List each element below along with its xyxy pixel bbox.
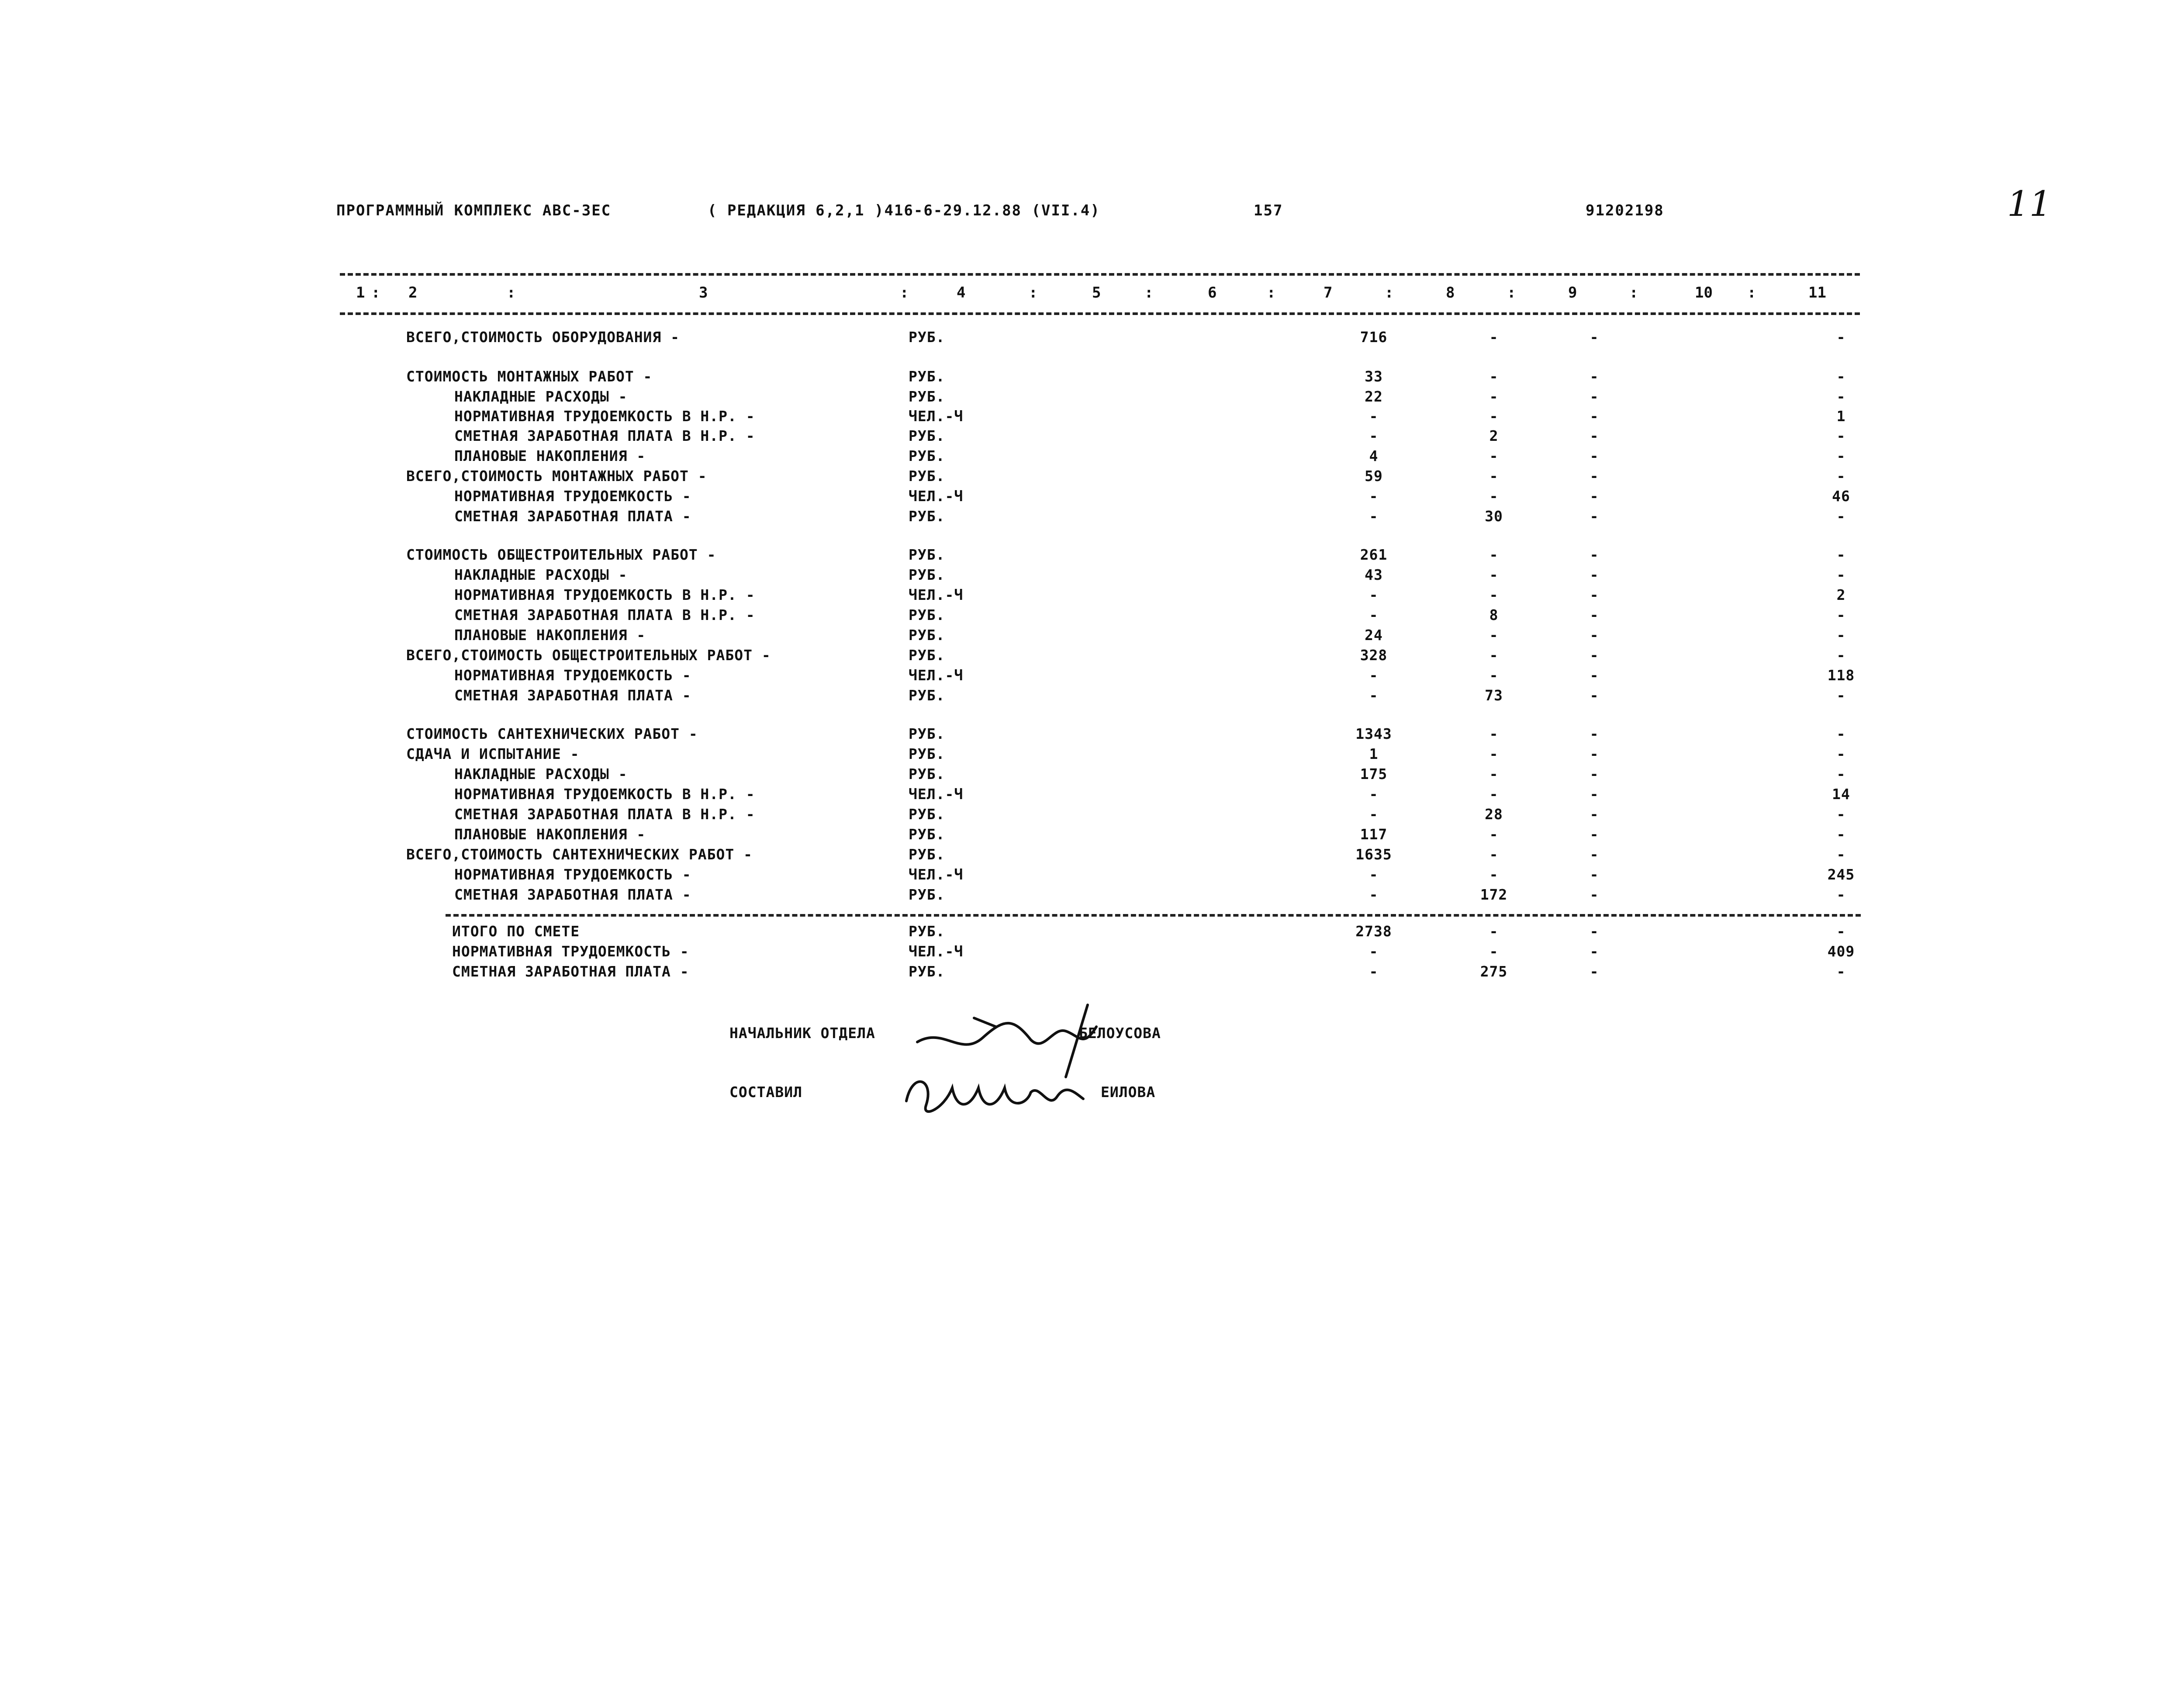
cell-col-8: - xyxy=(1489,745,1499,762)
cell-col-8: 28 xyxy=(1485,806,1503,823)
row-unit: РУБ. xyxy=(909,806,945,823)
cell-col-7: - xyxy=(1369,508,1379,525)
cell-col-9: - xyxy=(1590,923,1599,940)
cell-col-11: - xyxy=(1836,467,1846,485)
cell-col-8: - xyxy=(1489,488,1499,505)
cell-col-11: - xyxy=(1836,627,1846,644)
cell-col-11: - xyxy=(1836,687,1846,704)
table-row xyxy=(0,725,2184,745)
cell-col-9: - xyxy=(1590,368,1599,385)
cell-col-9: - xyxy=(1590,566,1599,583)
cell-col-7: - xyxy=(1369,427,1379,444)
row-label: НОРМАТИВНАЯ ТРУДОЕМКОСТЬ - xyxy=(452,943,689,960)
table-row xyxy=(0,667,2184,686)
cell-col-9: - xyxy=(1590,447,1599,464)
row-unit: РУБ. xyxy=(909,566,945,583)
row-label: СТОИМОСТЬ САНТЕХНИЧЕСКИХ РАБОТ - xyxy=(406,725,698,742)
cell-col-11: - xyxy=(1836,329,1846,346)
column-header-5: 5 xyxy=(1092,284,1101,301)
column-header-6: 6 xyxy=(1208,284,1217,301)
cell-col-11: 1 xyxy=(1836,408,1846,425)
cell-col-9: - xyxy=(1590,586,1599,603)
cell-col-7: - xyxy=(1369,488,1379,505)
cell-col-7: 1343 xyxy=(1355,725,1392,742)
cell-col-7: - xyxy=(1369,667,1379,684)
row-unit: РУБ. xyxy=(909,606,945,623)
cell-col-11: - xyxy=(1836,647,1846,664)
row-unit: РУБ. xyxy=(909,427,945,444)
row-label: ПЛАНОВЫЕ НАКОПЛЕНИЯ - xyxy=(454,627,646,644)
row-unit: РУБ. xyxy=(909,388,945,405)
cell-col-8: 275 xyxy=(1480,963,1508,980)
table-row xyxy=(0,368,2184,388)
top-rule xyxy=(340,273,1860,276)
column-separator: : xyxy=(1144,284,1154,301)
row-label: ПЛАНОВЫЕ НАКОПЛЕНИЯ - xyxy=(454,447,646,464)
row-unit: РУБ. xyxy=(909,886,945,903)
cell-col-11: - xyxy=(1836,368,1846,385)
table-row xyxy=(0,943,2184,963)
row-label: СДАЧА И ИСПЫТАНИЕ - xyxy=(406,745,580,762)
cell-col-9: - xyxy=(1590,606,1599,623)
cell-col-8: 172 xyxy=(1480,886,1508,903)
cell-col-8: - xyxy=(1489,786,1499,803)
row-unit: РУБ. xyxy=(909,725,945,742)
row-unit: РУБ. xyxy=(909,923,945,940)
row-unit: РУБ. xyxy=(909,745,945,762)
row-unit: РУБ. xyxy=(909,329,945,346)
column-separator: : xyxy=(1507,284,1516,301)
row-unit: ЧЕЛ.-Ч xyxy=(909,667,964,684)
row-unit: РУБ. xyxy=(909,826,945,843)
signature-name-1: БЕЛОУСОВА xyxy=(1079,1025,1161,1042)
cell-col-7: - xyxy=(1369,886,1379,903)
cell-col-7: 328 xyxy=(1360,647,1388,664)
cell-col-11: 118 xyxy=(1827,667,1855,684)
cell-col-9: - xyxy=(1590,329,1599,346)
row-label: СМЕТНАЯ ЗАРАБОТНАЯ ПЛАТА - xyxy=(452,963,689,980)
row-unit: ЧЕЛ.-Ч xyxy=(909,408,964,425)
row-label: НАКЛАДНЫЕ РАСХОДЫ - xyxy=(454,388,628,405)
cell-col-9: - xyxy=(1590,488,1599,505)
cell-col-7: - xyxy=(1369,586,1379,603)
cell-col-9: - xyxy=(1590,866,1599,883)
cell-col-8: - xyxy=(1489,408,1499,425)
row-unit: РУБ. xyxy=(909,447,945,464)
column-separator: : xyxy=(1267,284,1276,301)
cell-col-8: - xyxy=(1489,329,1499,346)
cell-col-7: - xyxy=(1369,408,1379,425)
table-row xyxy=(0,647,2184,666)
cell-col-9: - xyxy=(1590,508,1599,525)
row-label: НОРМАТИВНАЯ ТРУДОЕМКОСТЬ В Н.Р. - xyxy=(454,408,755,425)
cell-col-9: - xyxy=(1590,546,1599,563)
cell-col-8: 73 xyxy=(1485,687,1503,704)
program-name: ПРОГРАММНЫЙ КОМПЛЕКС АВС-ЗЕС xyxy=(336,202,612,219)
signature-name-2: ЕИЛОВА xyxy=(1101,1084,1156,1101)
cell-col-9: - xyxy=(1590,408,1599,425)
column-header-10: 10 xyxy=(1695,284,1713,301)
cell-col-9: - xyxy=(1590,765,1599,783)
cell-col-8: - xyxy=(1489,943,1499,960)
header-rule xyxy=(340,312,1860,315)
cell-col-7: 33 xyxy=(1365,368,1383,385)
column-header-11: 11 xyxy=(1808,284,1826,301)
cell-col-7: 716 xyxy=(1360,329,1388,346)
table-row xyxy=(0,329,2184,348)
row-label: НОРМАТИВНАЯ ТРУДОЕМКОСТЬ - xyxy=(454,667,691,684)
table-row xyxy=(0,408,2184,427)
row-label: СМЕТНАЯ ЗАРАБОТНАЯ ПЛАТА В Н.Р. - xyxy=(454,606,755,623)
cell-col-11: - xyxy=(1836,566,1846,583)
cell-col-11: 46 xyxy=(1832,488,1850,505)
table-row xyxy=(0,866,2184,886)
cell-col-8: 8 xyxy=(1489,606,1499,623)
cell-col-7: 1635 xyxy=(1355,846,1392,863)
cell-col-7: 2738 xyxy=(1355,923,1392,940)
column-separator: : xyxy=(1629,284,1638,301)
table-row xyxy=(0,687,2184,706)
cell-col-9: - xyxy=(1590,786,1599,803)
cell-col-11: - xyxy=(1836,388,1846,405)
cell-col-11: - xyxy=(1836,886,1846,903)
row-label: СМЕТНАЯ ЗАРАБОТНАЯ ПЛАТА В Н.Р. - xyxy=(454,806,755,823)
cell-col-8: - xyxy=(1489,765,1499,783)
cell-col-11: - xyxy=(1836,447,1846,464)
cell-col-8: - xyxy=(1489,866,1499,883)
cell-col-8: - xyxy=(1489,388,1499,405)
cell-col-8: - xyxy=(1489,923,1499,940)
column-separator: : xyxy=(507,284,516,301)
cell-col-11: - xyxy=(1836,963,1846,980)
cell-col-7: - xyxy=(1369,606,1379,623)
cell-col-7: 59 xyxy=(1365,467,1383,485)
row-label: СМЕТНАЯ ЗАРАБОТНАЯ ПЛАТА - xyxy=(454,687,691,704)
cell-col-8: - xyxy=(1489,566,1499,583)
row-unit: РУБ. xyxy=(909,765,945,783)
row-label: ИТОГО ПО СМЕТЕ xyxy=(452,923,580,940)
cell-col-7: 22 xyxy=(1365,388,1383,405)
cell-col-9: - xyxy=(1590,667,1599,684)
cell-col-7: 261 xyxy=(1360,546,1388,563)
cell-col-9: - xyxy=(1590,725,1599,742)
row-label: СТОИМОСТЬ ОБЩЕСТРОИТЕЛЬНЫХ РАБОТ - xyxy=(406,546,716,563)
table-row xyxy=(0,508,2184,527)
table-row xyxy=(0,427,2184,447)
document-code: 91202198 xyxy=(1586,202,1664,219)
edition-info: ( РЕДАКЦИЯ 6,2,1 )416-6-29.12.88 (VII.4) xyxy=(708,202,1100,219)
column-separator: : xyxy=(371,284,380,301)
table-row xyxy=(0,586,2184,606)
table-row xyxy=(0,627,2184,646)
cell-col-8: - xyxy=(1489,826,1499,843)
cell-col-11: 245 xyxy=(1827,866,1855,883)
column-header-2: 2 xyxy=(408,284,418,301)
signature-role-2: СОСТАВИЛ xyxy=(729,1084,802,1101)
row-label: НАКЛАДНЫЕ РАСХОДЫ - xyxy=(454,566,628,583)
cell-col-11: - xyxy=(1836,546,1846,563)
table-row xyxy=(0,488,2184,507)
cell-col-8: - xyxy=(1489,627,1499,644)
row-label: НОРМАТИВНАЯ ТРУДОЕМКОСТЬ - xyxy=(454,488,691,505)
column-header-4: 4 xyxy=(957,284,966,301)
cell-col-7: 175 xyxy=(1360,765,1388,783)
cell-col-8: - xyxy=(1489,667,1499,684)
row-label: ВСЕГО,СТОИМОСТЬ ОБЩЕСТРОИТЕЛЬНЫХ РАБОТ - xyxy=(406,647,771,664)
cell-col-8: - xyxy=(1489,368,1499,385)
row-label: СМЕТНАЯ ЗАРАБОТНАЯ ПЛАТА - xyxy=(454,886,691,903)
row-label: НАКЛАДНЫЕ РАСХОДЫ - xyxy=(454,765,628,783)
cell-col-8: - xyxy=(1489,467,1499,485)
cell-col-11: - xyxy=(1836,745,1846,762)
cell-col-11: - xyxy=(1836,846,1846,863)
cell-col-9: - xyxy=(1590,427,1599,444)
row-unit: РУБ. xyxy=(909,627,945,644)
document-number: 157 xyxy=(1254,202,1283,219)
cell-col-7: - xyxy=(1369,866,1379,883)
cell-col-7: - xyxy=(1369,943,1379,960)
cell-col-11: - xyxy=(1836,725,1846,742)
cell-col-9: - xyxy=(1590,886,1599,903)
cell-col-8: - xyxy=(1489,546,1499,563)
cell-col-7: 24 xyxy=(1365,627,1383,644)
cell-col-9: - xyxy=(1590,388,1599,405)
cell-col-11: - xyxy=(1836,806,1846,823)
column-separator: : xyxy=(900,284,909,301)
cell-col-9: - xyxy=(1590,846,1599,863)
table-row xyxy=(0,963,2184,983)
row-label: НОРМАТИВНАЯ ТРУДОЕМКОСТЬ В Н.Р. - xyxy=(454,786,755,803)
row-label: ПЛАНОВЫЕ НАКОПЛЕНИЯ - xyxy=(454,826,646,843)
row-unit: ЧЕЛ.-Ч xyxy=(909,943,964,960)
cell-col-8: 30 xyxy=(1485,508,1503,525)
column-header-3: 3 xyxy=(699,284,708,301)
table-row xyxy=(0,923,2184,942)
row-unit: ЧЕЛ.-Ч xyxy=(909,786,964,803)
cell-col-7: 43 xyxy=(1365,566,1383,583)
column-separator: : xyxy=(1747,284,1756,301)
cell-col-11: 409 xyxy=(1827,943,1855,960)
column-header-7: 7 xyxy=(1324,284,1333,301)
column-separator: : xyxy=(1385,284,1394,301)
cell-col-9: - xyxy=(1590,687,1599,704)
cell-col-11: 2 xyxy=(1836,586,1846,603)
table-row xyxy=(0,745,2184,765)
cell-col-11: - xyxy=(1836,427,1846,444)
cell-col-9: - xyxy=(1590,647,1599,664)
signature-2 xyxy=(900,1062,1088,1123)
row-label: НОРМАТИВНАЯ ТРУДОЕМКОСТЬ - xyxy=(454,866,691,883)
row-label: ВСЕГО,СТОИМОСТЬ ОБОРУДОВАНИЯ - xyxy=(406,329,680,346)
row-label: ВСЕГО,СТОИМОСТЬ МОНТАЖНЫХ РАБОТ - xyxy=(406,467,707,485)
row-unit: ЧЕЛ.-Ч xyxy=(909,488,964,505)
row-unit: РУБ. xyxy=(909,687,945,704)
cell-col-9: - xyxy=(1590,943,1599,960)
cell-col-11: - xyxy=(1836,765,1846,783)
row-label: ВСЕГО,СТОИМОСТЬ САНТЕХНИЧЕСКИХ РАБОТ - xyxy=(406,846,753,863)
table-row xyxy=(0,826,2184,845)
cell-col-7: - xyxy=(1369,687,1379,704)
page-mark: 11 xyxy=(2007,184,2052,224)
cell-col-8: 2 xyxy=(1489,427,1499,444)
cell-col-11: - xyxy=(1836,606,1846,623)
row-unit: ЧЕЛ.-Ч xyxy=(909,866,964,883)
cell-col-9: - xyxy=(1590,627,1599,644)
table-row xyxy=(0,886,2184,906)
row-unit: РУБ. xyxy=(909,546,945,563)
table-row xyxy=(0,546,2184,566)
cell-col-11: - xyxy=(1836,923,1846,940)
table-row xyxy=(0,566,2184,586)
row-unit: ЧЕЛ.-Ч xyxy=(909,586,964,603)
row-unit: РУБ. xyxy=(909,467,945,485)
cell-col-7: - xyxy=(1369,786,1379,803)
row-label: СМЕТНАЯ ЗАРАБОТНАЯ ПЛАТА - xyxy=(454,508,691,525)
signature-role-1: НАЧАЛЬНИК ОТДЕЛА xyxy=(729,1025,875,1042)
cell-col-9: - xyxy=(1590,826,1599,843)
cell-col-9: - xyxy=(1590,745,1599,762)
cell-col-11: 14 xyxy=(1832,786,1850,803)
column-header-1: 1 xyxy=(356,284,365,301)
row-unit: РУБ. xyxy=(909,508,945,525)
cell-col-8: - xyxy=(1489,447,1499,464)
cell-col-9: - xyxy=(1590,806,1599,823)
cell-col-7: 117 xyxy=(1360,826,1388,843)
cell-col-11: - xyxy=(1836,826,1846,843)
table-row xyxy=(0,606,2184,626)
cell-col-7: 4 xyxy=(1369,447,1379,464)
row-label: СТОИМОСТЬ МОНТАЖНЫХ РАБОТ - xyxy=(406,368,653,385)
table-row xyxy=(0,806,2184,825)
cell-col-7: 1 xyxy=(1369,745,1379,762)
row-unit: РУБ. xyxy=(909,647,945,664)
table-row xyxy=(0,447,2184,467)
table-row xyxy=(0,846,2184,866)
row-label: НОРМАТИВНАЯ ТРУДОЕМКОСТЬ В Н.Р. - xyxy=(454,586,755,603)
totals-rule xyxy=(446,914,1861,917)
cell-col-9: - xyxy=(1590,467,1599,485)
table-row xyxy=(0,786,2184,805)
row-unit: РУБ. xyxy=(909,963,945,980)
cell-col-7: - xyxy=(1369,963,1379,980)
table-row xyxy=(0,765,2184,785)
row-label: СМЕТНАЯ ЗАРАБОТНАЯ ПЛАТА В Н.Р. - xyxy=(454,427,755,444)
cell-col-7: - xyxy=(1369,806,1379,823)
cell-col-8: - xyxy=(1489,846,1499,863)
cell-col-8: - xyxy=(1489,586,1499,603)
cell-col-8: - xyxy=(1489,725,1499,742)
column-header-8: 8 xyxy=(1446,284,1455,301)
table-row xyxy=(0,467,2184,487)
column-separator: : xyxy=(1029,284,1038,301)
cell-col-11: - xyxy=(1836,508,1846,525)
column-header-9: 9 xyxy=(1568,284,1577,301)
cell-col-9: - xyxy=(1590,963,1599,980)
cell-col-8: - xyxy=(1489,647,1499,664)
row-unit: РУБ. xyxy=(909,368,945,385)
table-row xyxy=(0,388,2184,408)
row-unit: РУБ. xyxy=(909,846,945,863)
